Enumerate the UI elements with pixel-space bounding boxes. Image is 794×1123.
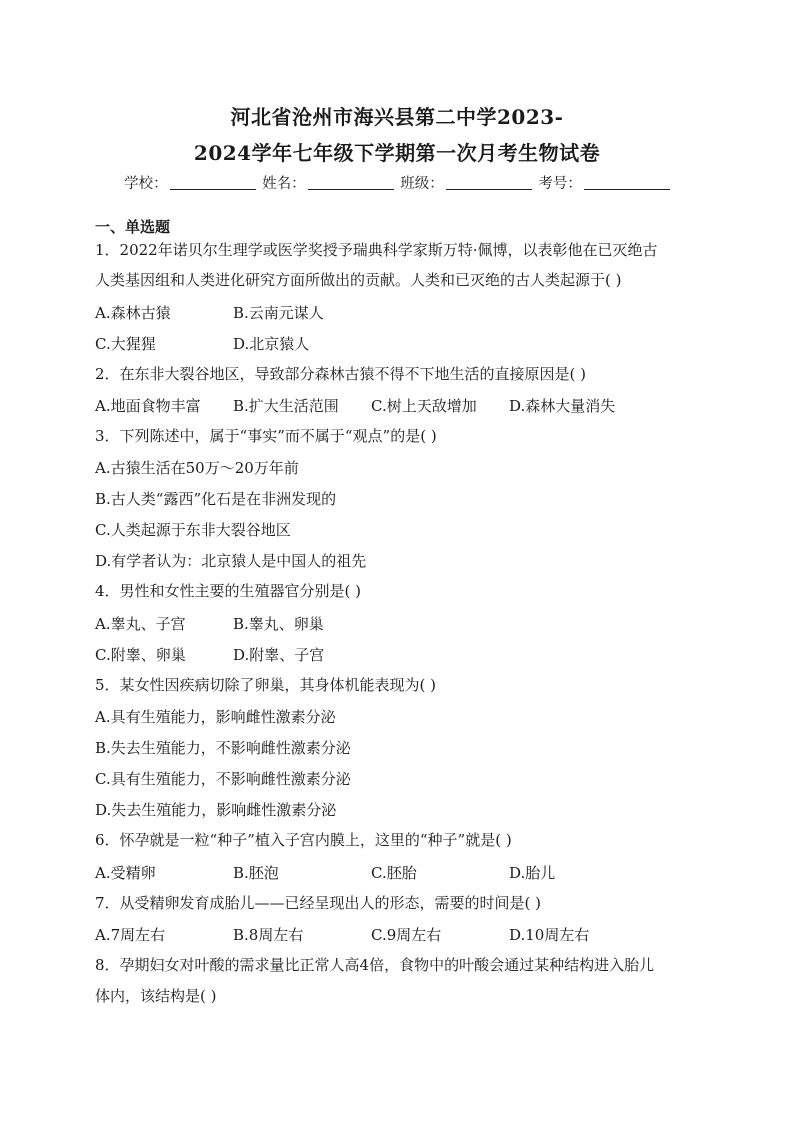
question-6-option-d[interactable]: D.胎儿 [509, 864, 556, 882]
class-label: 班级： [400, 176, 444, 192]
exam-number-label: 考号： [538, 176, 582, 192]
question-2-option-d[interactable]: D.森林大量消失 [509, 397, 616, 415]
question-4-option-b[interactable]: B.睾丸、卵巢 [233, 615, 324, 633]
student-info-row [0, 172, 794, 193]
question-7-option-d[interactable]: D.10周左右 [509, 926, 590, 944]
question-1-option-a[interactable]: A.森林古猿 [95, 304, 171, 322]
question-7-line-1: 7．从受精卵发育成胎儿——已经呈现出人的形态，需要的时间是( ) [95, 894, 542, 912]
question-4-line-1: 4．男性和女性主要的生殖器官分别是( ) [95, 582, 362, 600]
question-6-line-1: 6．怀孕就是一粒“种子”植入子宫内膜上，这里的“种子”就是( ) [95, 831, 512, 849]
class-field[interactable] [400, 172, 532, 193]
question-1-line-1: 1．2022年诺贝尔生理学或医学奖授予瑞典科学家斯万特·佩博，以表彰他在已灭绝古 [95, 241, 658, 259]
school-label: 学校： [124, 176, 168, 192]
question-3-option-d[interactable]: D.有学者认为：北京猿人是中国人的祖先 [95, 552, 367, 570]
exam-title-line-1: 河北省沧州市海兴县第二中学2023- [230, 105, 564, 129]
school-blank[interactable] [170, 175, 256, 190]
question-7-option-b[interactable]: B.8周左右 [233, 926, 304, 944]
question-5-option-c[interactable]: C.具有生殖能力，不影响雌性激素分泌 [95, 770, 351, 788]
question-1-line-2: 人类基因组和人类进化研究方面所做出的贡献。人类和已灭绝的古人类起源于( ) [95, 271, 622, 289]
question-3-line-1: 3．下列陈述中，属于“事实”而不属于“观点”的是( ) [95, 427, 437, 445]
class-blank[interactable] [446, 175, 532, 190]
question-4-option-c[interactable]: C.附睾、卵巢 [95, 646, 186, 664]
question-7-option-a[interactable]: A.7周左右 [95, 926, 166, 944]
question-7-option-c[interactable]: C.9周左右 [371, 926, 442, 944]
question-2-line-1: 2．在东非大裂谷地区，导致部分森林古猿不得不下地生活的直接原因是( ) [95, 365, 587, 383]
question-2-option-a[interactable]: A.地面食物丰富 [95, 397, 201, 415]
section-title: 一、单选题 [95, 218, 171, 236]
question-4-option-d[interactable]: D.附睾、子宫 [233, 646, 325, 664]
question-8-line-2: 体内，该结构是( ) [95, 987, 217, 1005]
question-2-option-b[interactable]: B.扩大生活范围 [233, 397, 339, 415]
question-2-option-c[interactable]: C.树上天敌增加 [371, 397, 477, 415]
question-1-option-d[interactable]: D.北京猿人 [233, 335, 310, 353]
name-label: 姓名： [262, 176, 306, 192]
question-8-line-1: 8．孕期妇女对叶酸的需求量比正常人高4倍，食物中的叶酸会通过某种结构进入胎儿 [95, 956, 655, 974]
question-6-option-c[interactable]: C.胚胎 [371, 864, 417, 882]
question-5-line-1: 5．某女性因疾病切除了卵巢，其身体机能表现为( ) [95, 676, 437, 694]
question-5-option-a[interactable]: A.具有生殖能力，影响雌性激素分泌 [95, 708, 336, 726]
question-6-option-b[interactable]: B.胚泡 [233, 864, 279, 882]
exam-title-line-2: 2024学年七年级下学期第一次月考生物试卷 [193, 141, 601, 165]
name-blank[interactable] [308, 175, 394, 190]
question-1-option-b[interactable]: B.云南元谋人 [233, 304, 324, 322]
exam-number-field[interactable] [538, 172, 670, 193]
question-4-option-a[interactable]: A.睾丸、子宫 [95, 615, 186, 633]
question-3-option-c[interactable]: C.人类起源于东非大裂谷地区 [95, 521, 291, 539]
name-field[interactable] [262, 172, 394, 193]
question-1-option-c[interactable]: C.大猩猩 [95, 335, 156, 353]
question-5-option-d[interactable]: D.失去生殖能力，影响雌性激素分泌 [95, 801, 337, 819]
question-3-option-a[interactable]: A.古猿生活在50万～20万年前 [95, 459, 299, 477]
question-6-option-a[interactable]: A.受精卵 [95, 864, 156, 882]
school-field[interactable] [124, 172, 256, 193]
exam-number-blank[interactable] [584, 175, 670, 190]
question-5-option-b[interactable]: B.失去生殖能力，不影响雌性激素分泌 [95, 739, 351, 757]
question-3-option-b[interactable]: B.古人类“露西”化石是在非洲发现的 [95, 490, 337, 508]
